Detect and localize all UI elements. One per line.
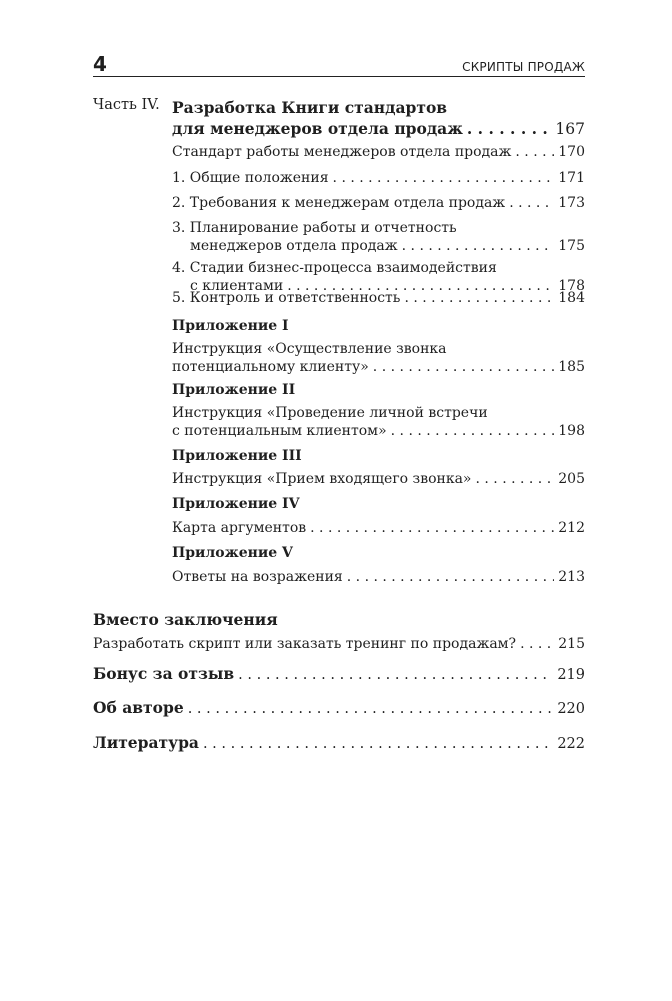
- appendix-title: Приложение I: [172, 318, 289, 334]
- page-ref: 212: [558, 520, 585, 536]
- header-rule: [93, 76, 585, 77]
- section-title: Вместо заключения: [93, 610, 278, 629]
- page-ref: 198: [558, 423, 585, 439]
- dot-leader: [391, 422, 555, 440]
- part-title-line2: для менеджеров отдела продаж: [172, 119, 463, 138]
- dot-leader: [188, 699, 554, 719]
- appendix-title: Приложение III: [172, 448, 302, 464]
- toc-about-author: Об авторе . . . 220: [93, 698, 585, 719]
- page-ref: 173: [558, 195, 585, 211]
- dot-leader: [333, 169, 555, 187]
- dot-leader: [476, 470, 555, 488]
- part-label: Часть IV.: [93, 97, 160, 113]
- running-head: СКРИПТЫ ПРОДАЖ: [462, 60, 585, 74]
- appendix-2: Приложение II Инструкция «Проведение личной встречи с потенциальным клиентом» . . . 198: [172, 381, 585, 440]
- appendix-1: Приложение I Инструкция «Осуществление звонка потенциальному клиенту» . . . 185: [172, 317, 585, 376]
- page-ref: 220: [557, 701, 585, 717]
- dot-leader: [373, 358, 554, 376]
- dot-leader: [467, 118, 552, 139]
- page-ref: 175: [558, 238, 585, 254]
- toc-entry: Стандарт работы менеджеров отдела продаж . . . 170: [172, 143, 585, 161]
- dot-leader: [520, 634, 554, 654]
- toc-bonus: Бонус за отзыв . . . 219: [93, 664, 585, 685]
- dot-leader: [203, 734, 553, 754]
- toc-entry: 1. Общие положения . . . 171: [172, 169, 585, 187]
- dot-leader: [238, 665, 553, 685]
- dot-leader: [402, 237, 555, 255]
- appendix-title: Приложение II: [172, 382, 296, 398]
- toc-entry: 2. Требования к менеджерам отдела продаж . . . 173: [172, 194, 585, 212]
- page-number: 4: [93, 52, 107, 76]
- toc-literature: Литература . . . 222: [93, 733, 585, 754]
- page-ref: 184: [558, 290, 585, 306]
- page-ref: 215: [558, 636, 585, 652]
- toc-instead-of-conclusion: Вместо заключения Разработать скрипт или заказать тренинг по продажам? . . . 215: [93, 610, 585, 654]
- page-ref: 219: [557, 667, 585, 683]
- page-ref: 167: [555, 120, 585, 138]
- appendix-5: Приложение V Ответы на возражения . . . 213: [172, 544, 585, 586]
- part-title: Разработка Книги стандартов для менеджеров отдела продаж . . . 167: [172, 97, 585, 140]
- dot-leader: [515, 143, 554, 161]
- toc-entry: 5. Контроль и ответственность . . . 184: [172, 289, 585, 307]
- dot-leader: [404, 289, 554, 307]
- page-ref: 171: [558, 170, 585, 186]
- page-ref: 213: [558, 569, 585, 585]
- appendix-title: Приложение IV: [172, 496, 300, 512]
- appendix-title: Приложение V: [172, 545, 293, 561]
- page-ref: 178: [558, 278, 585, 294]
- page-ref: 205: [558, 471, 585, 487]
- page-ref: 170: [558, 144, 585, 160]
- dot-leader: [347, 568, 554, 586]
- page-ref: 222: [557, 736, 585, 752]
- toc-entry: 3. Планирование работы и отчетность менеджеров отдела продаж . . . 175: [172, 219, 585, 255]
- appendix-3: Приложение III Инструкция «Прием входящего звонка» . . . 205: [172, 447, 585, 488]
- dot-leader: [509, 194, 554, 212]
- dot-leader: [310, 519, 554, 537]
- page-ref: 185: [558, 359, 585, 375]
- toc-entry: 4. Стадии бизнес-процесса взаимодействия с клиентами . . . 178: [172, 259, 585, 295]
- appendix-4: Приложение IV Карта аргументов . . . 212: [172, 495, 585, 537]
